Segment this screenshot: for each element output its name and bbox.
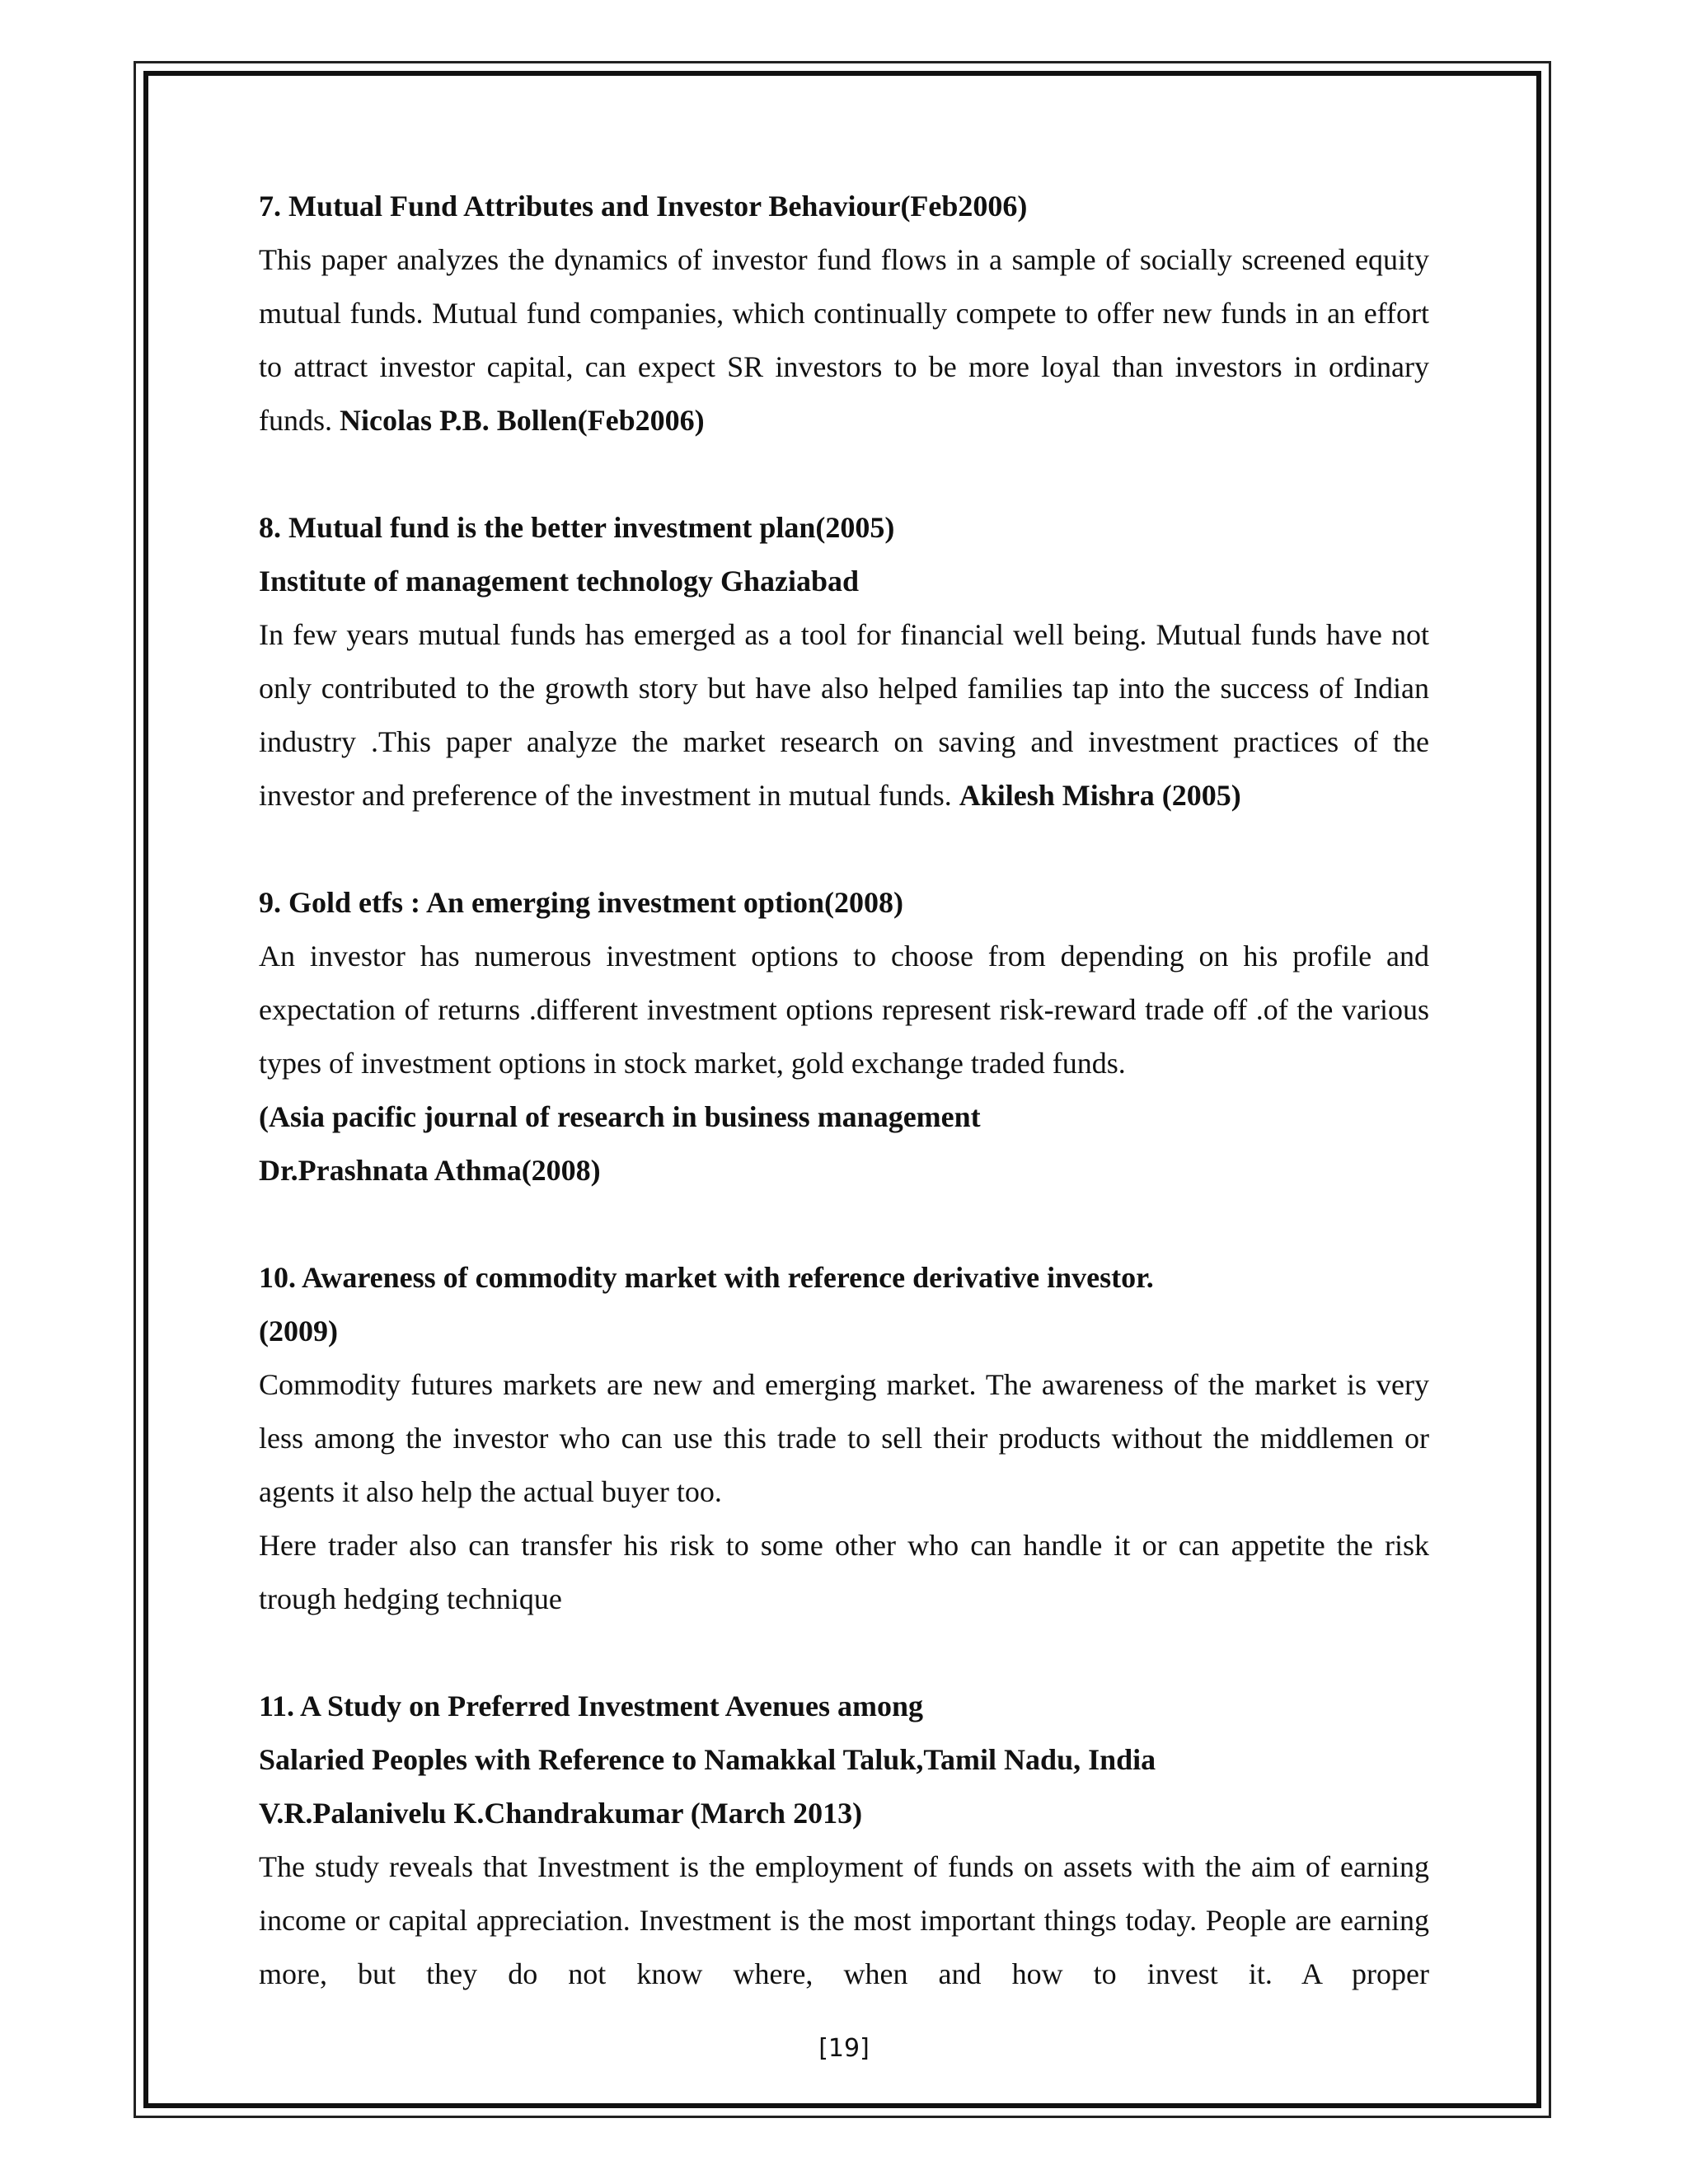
document-body bbox=[259, 180, 1429, 2001]
review-body-continued: Here trader also can transfer his risk to some other who can handle it or can appetite the risk trough hedging technique bbox=[259, 1529, 1429, 1615]
review-heading: 9. Gold etfs : An emerging investment option(2008) bbox=[259, 886, 903, 919]
review-body: An investor has numerous investment options to choose from depending on his profile and expectation of returns .different investment options represent risk-reward trade off .of the various types of investment options in stock market, gold exchange traded funds. bbox=[259, 940, 1429, 1080]
review-heading: 11. A Study on Preferred Investment Avenues among bbox=[259, 1690, 924, 1722]
review-authors: V.R.Palanivelu K.Chandrakumar (March 2013) bbox=[259, 1797, 863, 1830]
review-item-11 bbox=[259, 1680, 1429, 2001]
review-institution: Institute of management technology Ghaziabad bbox=[259, 565, 859, 598]
review-heading-line2: Salaried Peoples with Reference to Namakkal Taluk,Tamil Nadu, India bbox=[259, 1743, 1156, 1776]
review-body: Commodity futures markets are new and emerging market. The awareness of the market is very less among the investor who can use this trade to sell their products without the middlemen or agents it also help the actual buyer too. bbox=[259, 1368, 1429, 1508]
review-heading-year: (2009) bbox=[259, 1315, 338, 1347]
review-body bbox=[259, 233, 1429, 448]
review-body: The study reveals that Investment is the employment of funds on assets with the aim of earning income or capital appreciation. Investment is the most important things today. People are earning more, but they do not know where, when and how to invest it. A proper bbox=[259, 1850, 1429, 1990]
review-author: Nicolas P.B. Bollen(Feb2006) bbox=[340, 404, 705, 437]
review-item-7 bbox=[259, 180, 1429, 448]
review-text: In few years mutual funds has emerged as a tool for financial well being. Mutual funds have not only contributed to the growth story but have also helped families tap into the success of Indian industry .This paper analyze the market research on saving and investment practices of the investor and preference of the investment in mutual funds. bbox=[259, 618, 1429, 812]
review-item-8 bbox=[259, 501, 1429, 823]
review-heading: 7. Mutual Fund Attributes and Investor Behaviour(Feb2006) bbox=[259, 190, 1028, 223]
review-text: This paper analyzes the dynamics of investor fund flows in a sample of socially screened equity mutual funds. Mutual fund companies, which continually compete to offer new funds in an effort to attract investor capital, can expect SR investors to be more loyal than investors in ordinary funds. bbox=[259, 243, 1429, 437]
review-author: Dr.Prashnata Athma(2008) bbox=[259, 1154, 601, 1187]
review-heading: 10. Awareness of commodity market with reference derivative investor. bbox=[259, 1261, 1154, 1294]
review-heading: 8. Mutual fund is the better investment plan(2005) bbox=[259, 511, 895, 544]
review-body bbox=[259, 608, 1429, 823]
page-number: [19] bbox=[818, 2034, 870, 2063]
review-source: (Asia pacific journal of research in business management bbox=[259, 1100, 981, 1133]
review-item-9 bbox=[259, 876, 1429, 1197]
review-author: Akilesh Mishra (2005) bbox=[959, 779, 1241, 812]
review-item-10 bbox=[259, 1251, 1429, 1626]
